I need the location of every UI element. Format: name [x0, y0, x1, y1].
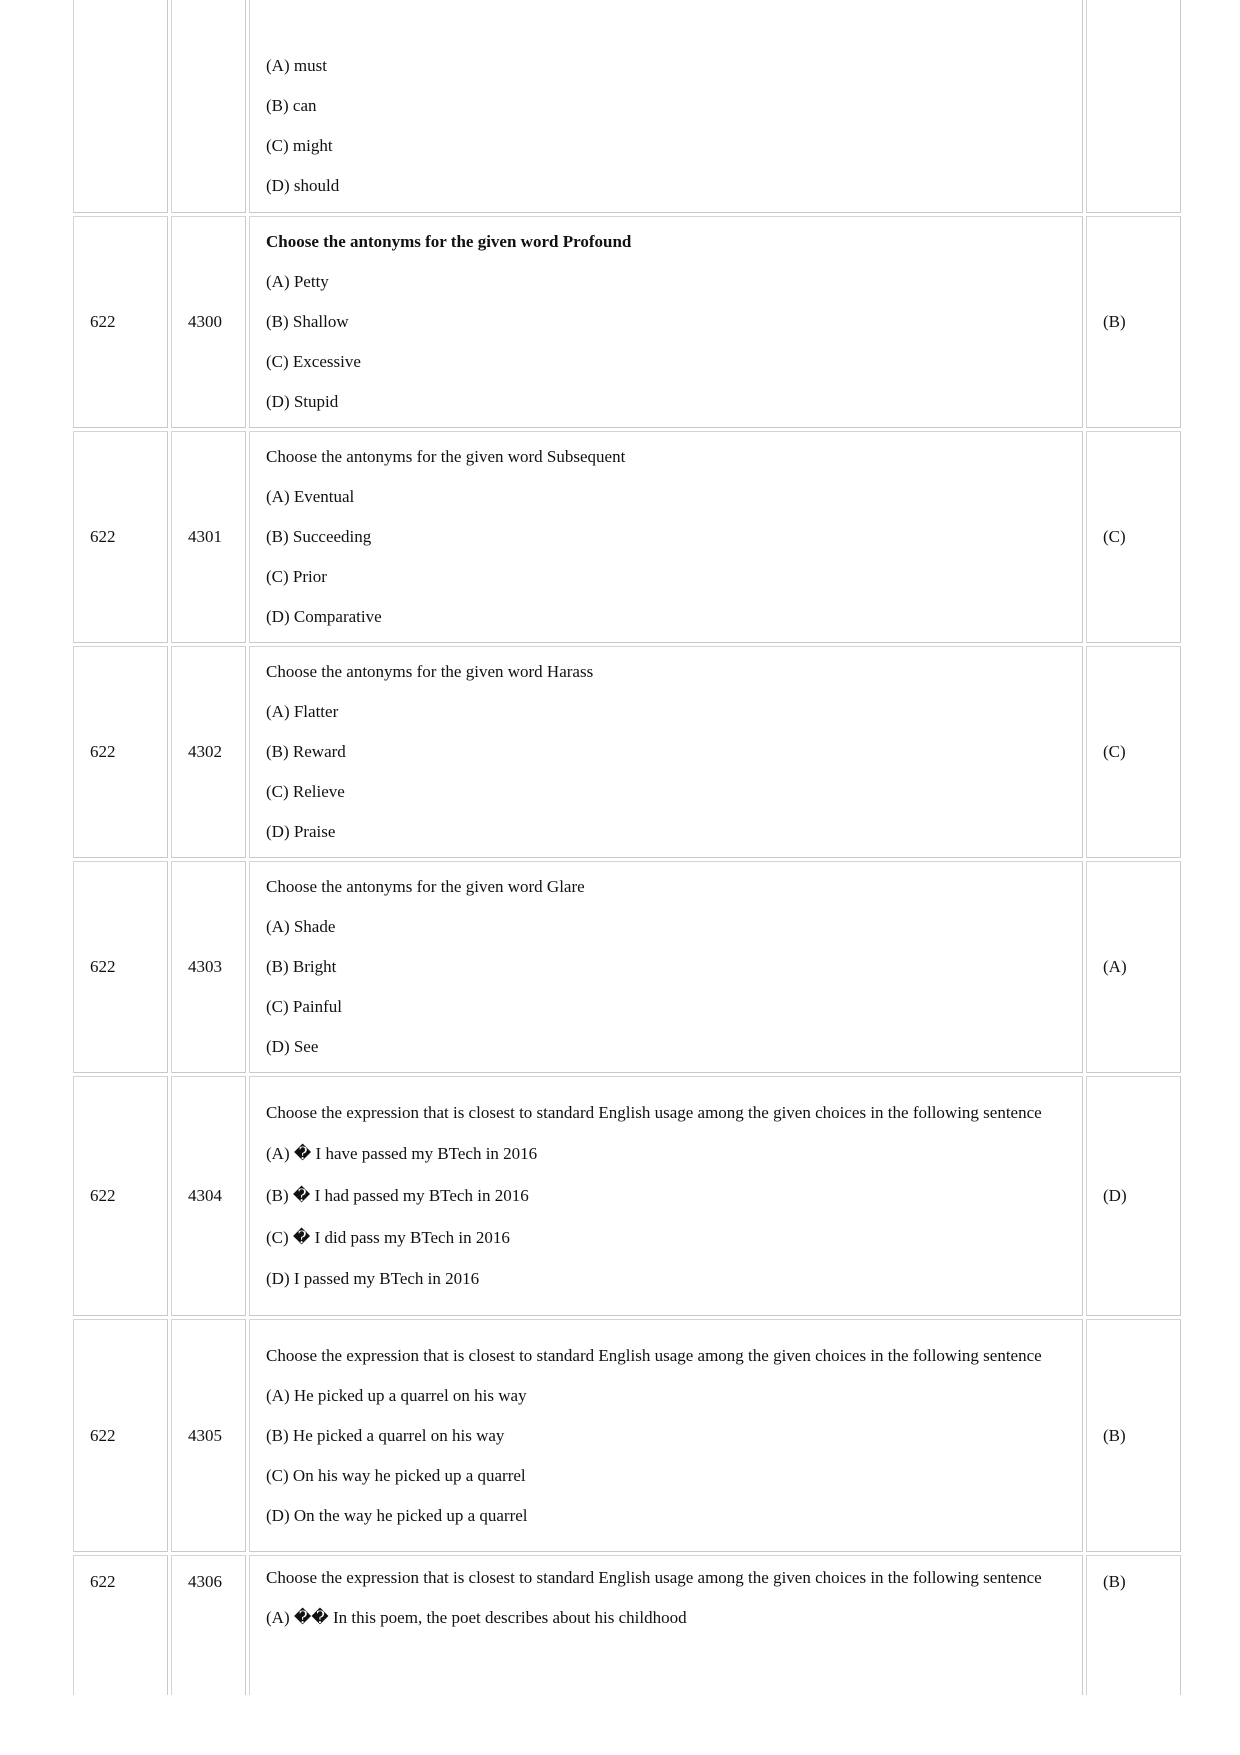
question-table — [70, 0, 1184, 1698]
table-row — [73, 1555, 1181, 1695]
question-id-cell: 4305 — [171, 1319, 246, 1552]
question-text: Choose the antonyms for the given word Glare — [266, 877, 585, 896]
question-cell — [249, 861, 1083, 1073]
question-sheet — [73, 0, 1174, 1698]
option-c: (C) might — [266, 136, 333, 155]
question-id-cell — [171, 0, 246, 213]
exam-code-cell: 622 — [73, 861, 168, 1073]
exam-code-cell: 622 — [73, 216, 168, 428]
question-cell — [249, 431, 1083, 643]
table-row — [73, 1319, 1181, 1552]
question-cell — [249, 0, 1083, 213]
option-a: (A) Petty — [266, 272, 329, 291]
question-text: Choose the expression that is closest to standard English usage among the given choices in the following sentence — [266, 1345, 1042, 1365]
option-d: (D) See — [266, 1037, 319, 1056]
option-b: (B) Shallow — [266, 312, 349, 331]
answer-cell: (B) — [1086, 216, 1181, 428]
option-d: (D) On the way he picked up a quarrel — [266, 1505, 528, 1525]
table-row — [73, 646, 1181, 858]
option-b: (B) Succeeding — [266, 527, 372, 546]
question-text: Choose the expression that is closest to standard English usage among the given choices in the following sentence — [266, 1103, 1042, 1122]
option-a: (A) must — [266, 56, 327, 75]
answer-cell — [1086, 0, 1181, 213]
option-c: (C) Painful — [266, 997, 343, 1016]
option-c: (C) Relieve — [266, 782, 345, 801]
option-d: (D) Praise — [266, 822, 336, 841]
option-d: (D) Stupid — [266, 392, 339, 411]
option-a: (A) Shade — [266, 917, 336, 936]
table-row — [73, 431, 1181, 643]
exam-code-cell — [73, 0, 168, 213]
option-a: (A) �� In this poem, the poet describes about his childhood — [266, 1608, 687, 1627]
option-d: (D) I passed my BTech in 2016 — [266, 1269, 480, 1288]
question-cell — [249, 216, 1083, 428]
option-d: (D) Comparative — [266, 607, 382, 626]
option-d: (D) should — [266, 176, 340, 195]
question-cell — [249, 1555, 1083, 1695]
answer-cell: (C) — [1086, 431, 1181, 643]
exam-code-cell: 622 — [73, 1076, 168, 1316]
table-row — [73, 0, 1181, 213]
option-b: (B) Reward — [266, 742, 346, 761]
table-row — [73, 861, 1181, 1073]
exam-code-cell: 622 — [73, 431, 168, 643]
answer-cell: (A) — [1086, 861, 1181, 1073]
answer-cell: (B) — [1086, 1555, 1181, 1695]
question-cell — [249, 1319, 1083, 1552]
table-row — [73, 1076, 1181, 1316]
option-c: (C) � I did pass my BTech in 2016 — [266, 1228, 510, 1247]
option-a: (A) Eventual — [266, 487, 355, 506]
option-b: (B) He picked a quarrel on his way — [266, 1425, 505, 1445]
exam-code-cell: 622 — [73, 1319, 168, 1552]
exam-code-cell: 622 — [73, 1555, 168, 1695]
option-b: (B) � I had passed my BTech in 2016 — [266, 1186, 529, 1205]
option-c: (C) On his way he picked up a quarrel — [266, 1465, 526, 1485]
question-id-cell: 4303 — [171, 861, 246, 1073]
question-id-cell: 4304 — [171, 1076, 246, 1316]
option-b: (B) can — [266, 96, 317, 115]
question-id-cell: 4302 — [171, 646, 246, 858]
option-b: (B) Bright — [266, 957, 337, 976]
question-cell — [249, 646, 1083, 858]
answer-cell: (C) — [1086, 646, 1181, 858]
question-text: Choose the antonyms for the given word Subsequent — [266, 447, 626, 466]
question-id-cell: 4300 — [171, 216, 246, 428]
question-id-cell: 4306 — [171, 1555, 246, 1695]
question-text: Choose the antonyms for the given word Harass — [266, 662, 594, 681]
option-c: (C) Prior — [266, 567, 327, 586]
answer-cell: (D) — [1086, 1076, 1181, 1316]
exam-code-cell: 622 — [73, 646, 168, 858]
question-cell — [249, 1076, 1083, 1316]
option-a: (A) Flatter — [266, 702, 339, 721]
question-text: Choose the expression that is closest to standard English usage among the given choices in the following sentence — [266, 1568, 1042, 1587]
question-text: Choose the antonyms for the given word Profound — [266, 232, 632, 251]
answer-cell: (B) — [1086, 1319, 1181, 1552]
option-a: (A) He picked up a quarrel on his way — [266, 1385, 527, 1405]
question-id-cell: 4301 — [171, 431, 246, 643]
option-c: (C) Excessive — [266, 352, 361, 371]
table-row — [73, 216, 1181, 428]
option-a: (A) � I have passed my BTech in 2016 — [266, 1144, 538, 1163]
